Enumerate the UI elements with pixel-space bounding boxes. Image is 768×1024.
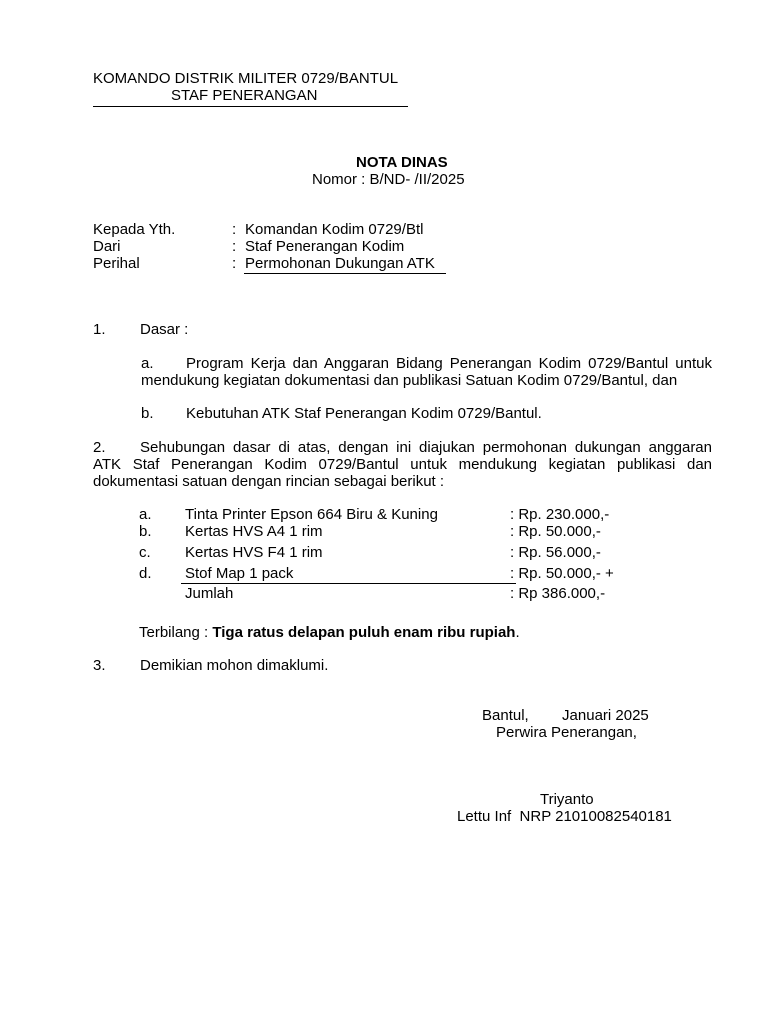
- spelled-amount: [139, 624, 520, 641]
- subject-colon: :: [232, 255, 237, 272]
- list-item-letter: c.: [139, 544, 151, 561]
- list-item-amount: : Rp. 50.000,- +: [510, 565, 614, 582]
- header-sub-unit: STAF PENERANGAN: [171, 87, 318, 104]
- spelled-bold: Tiga ratus delapan puluh enam ribu rupiah: [212, 624, 516, 641]
- list-item-letter: b.: [139, 523, 152, 540]
- header-underline: [93, 106, 408, 107]
- signature-rank-nrp: Lettu Inf NRP 21010082540181: [457, 808, 672, 825]
- document-title: NOTA DINAS: [356, 154, 448, 171]
- list-item-letter: a.: [139, 506, 152, 523]
- section1-item-a-line1: Program Kerja dan Anggaran Bidang Penerangan Kodim 0729/Bantul untuk: [186, 355, 712, 372]
- section3-number: 3.: [93, 657, 106, 674]
- list-item-name: Tinta Printer Epson 664 Biru & Kuning: [185, 506, 438, 523]
- from-value: Staf Penerangan Kodim: [245, 238, 405, 255]
- list-item-name: Stof Map 1 pack: [185, 565, 294, 582]
- from-label: Dari: [93, 238, 121, 255]
- spelled-suffix: .: [515, 624, 520, 641]
- document-number: Nomor : B/ND- /II/2025: [312, 171, 465, 188]
- subject-label: Perihal: [93, 255, 140, 272]
- list-item-name: Kertas HVS A4 1 rim: [185, 523, 323, 540]
- section1-number: 1.: [93, 321, 106, 338]
- section1-title: Dasar :: [140, 321, 189, 338]
- to-colon: :: [232, 221, 237, 238]
- list-item-amount: : Rp. 56.000,-: [510, 544, 601, 561]
- section2-line2: ATK Staf Penerangan Kodim 0729/Bantul untuk mendukung kegiatan publikasi dan: [93, 456, 712, 473]
- subject-value: Permohonan Dukungan ATK: [245, 255, 435, 272]
- section1-item-a-line2: mendukung kegiatan dokumentasi dan publikasi Satuan Kodim 0729/Bantul, dan: [141, 372, 678, 389]
- list-item-letter: d.: [139, 565, 152, 582]
- section1-item-b-letter: b.: [141, 405, 154, 422]
- spelled-prefix: Terbilang :: [139, 624, 213, 641]
- signature-position: Perwira Penerangan,: [496, 724, 637, 741]
- list-item-amount: : Rp. 50.000,-: [510, 523, 601, 540]
- list-item-name: Kertas HVS F4 1 rim: [185, 544, 323, 561]
- section2-line3: dokumentasi satuan dengan rincian sebagai berikut :: [93, 473, 445, 490]
- total-label: Jumlah: [185, 585, 234, 602]
- section1-item-a-letter: a.: [141, 355, 154, 372]
- signature-name: Triyanto: [540, 791, 594, 808]
- subject-underline: [244, 273, 446, 274]
- section1-item-b-text: Kebutuhan ATK Staf Penerangan Kodim 0729/Bantul.: [186, 405, 542, 422]
- to-label: Kepada Yth.: [93, 221, 176, 238]
- total-separator-line: [181, 583, 516, 584]
- signature-place-date: Bantul, Januari 2025: [482, 707, 649, 724]
- list-item-amount: : Rp. 230.000,-: [510, 506, 610, 523]
- section3-text: Demikian mohon dimaklumi.: [140, 657, 329, 674]
- from-colon: :: [232, 238, 237, 255]
- section2-line1: Sehubungan dasar di atas, dengan ini diajukan permohonan dukungan anggaran: [140, 439, 712, 456]
- to-value: Komandan Kodim 0729/Btl: [245, 221, 424, 238]
- section2-number: 2.: [93, 439, 106, 456]
- total-amount: : Rp 386.000,-: [510, 585, 606, 602]
- header-unit: KOMANDO DISTRIK MILITER 0729/BANTUL: [93, 70, 399, 87]
